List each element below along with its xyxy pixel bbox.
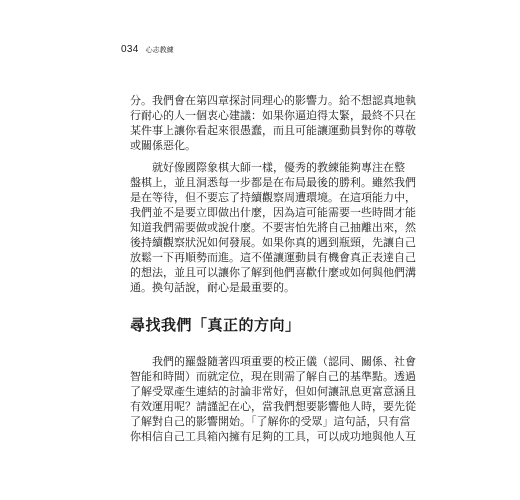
- book-title: 心志教練: [145, 46, 174, 54]
- paragraph-1-line-1: 分。我們會在第四章探討同理心的影響力。給不想認真地執: [130, 94, 416, 107]
- paragraph-2-line-7: 放鬆一下再順勢而進。這不僅讓運動員有機會真正表達自己: [130, 251, 416, 264]
- paragraph-3-line-5: 了解對自己的影響開始。「了解你的受眾」這句話，只有當: [130, 415, 411, 428]
- paragraph-2-line-1: 就好像國際象棋大師一樣，優秀的教練能夠專注在整: [152, 161, 405, 174]
- paragraph-3-line-1: 我們的羅盤隨著四項重要的校正儀（認同、關係、社會: [152, 355, 416, 368]
- paragraph-3-line-4: 有效運用呢？請謹記在心，當我們想要影響他人時，要先從: [130, 400, 416, 413]
- paragraph-3-line-2: 智能和時間）而就定位，現在則需了解自己的基準點。透過: [130, 370, 416, 383]
- paragraph-2-line-9: 通。換句話說，耐心是最重要的。: [130, 281, 295, 294]
- paragraph-2-line-8: 的想法，並且可以讓你了解到他們喜歡什麼或如何與他們溝: [130, 266, 416, 279]
- paragraph-2-line-2: 盤棋上，並且洞悉每一步都是在布局最後的勝利。雖然我們: [130, 176, 416, 189]
- section-heading: 尋找我們「真正的方向」: [130, 316, 301, 334]
- paragraph-1-line-2: 行耐心的人一個衷心建議：如果你逼迫得太緊，最終不只在: [130, 109, 416, 122]
- paragraph-2-line-3: 是在等待，但不要忘了持續觀察周遭環境。在這項能力中，: [130, 191, 416, 204]
- paragraph-1-line-3: 某件事上讓你看起來很愚蠢，而且可能讓運動員對你的尊敬: [130, 124, 416, 137]
- running-head: [121, 44, 174, 55]
- paragraph-3-line-6: 你相信自己工具箱內擁有足夠的工具，可以成功地與他人互: [130, 430, 416, 443]
- paragraph-3-line-3: 了解受眾產生連結的討論非常好，但如何讓訊息更富意涵且: [130, 385, 416, 398]
- page-number: 034: [121, 44, 139, 55]
- paragraph-2-line-6: 後持續觀察狀況如何發展。如果你真的遇到瓶頸，先讓自己: [130, 236, 416, 249]
- paragraph-1-line-4: 或關係惡化。: [130, 139, 196, 152]
- paragraph-2-line-4: 我們並不是要立即做出什麼，因為這可能需要一些時間才能: [130, 206, 416, 219]
- paragraph-2-line-5: 知道我們需要做或說什麼。不要害怕先將自己抽離出來，然: [130, 221, 416, 234]
